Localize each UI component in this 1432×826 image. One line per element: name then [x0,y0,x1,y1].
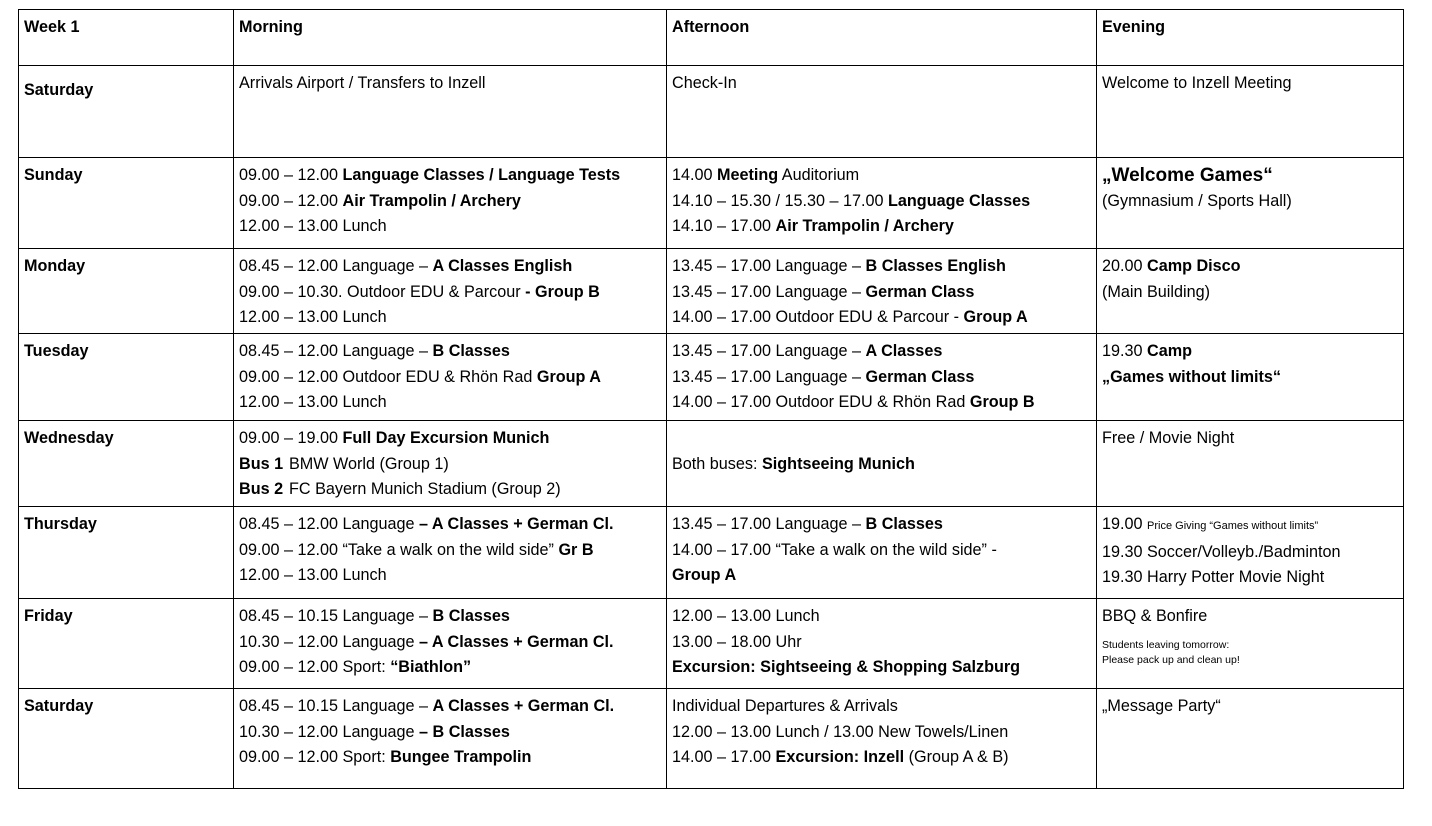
afternoon-cell: Both buses: Sightseeing Munich [667,421,1097,507]
day-cell: Thursday [19,507,234,599]
morning-cell: 08.45 – 12.00 Language – A Classes English 09.00 – 10.30. Outdoor EDU & Parcour - Group B 12.00 – 13.00 Lunch [234,249,667,334]
afternoon-cell: 13.45 – 17.00 Language – B Classes 14.00 – 17.00 “Take a walk on the wild side” - Group A [667,507,1097,599]
header-row [19,10,1404,66]
evening-cell: 20.00 Camp Disco (Main Building) [1097,249,1404,334]
table-row [19,334,1404,421]
morning-cell: 09.00 – 12.00 Language Classes / Language Tests 09.00 – 12.00 Air Trampolin / Archery 12.00 – 13.00 Lunch [234,158,667,249]
day-cell: Saturday [19,689,234,789]
day-cell: Saturday [19,66,234,158]
morning-cell: 09.00 – 19.00 Full Day Excursion Munich Bus 1 BMW World (Group 1) Bus 2 FC Bayern Munich Stadium (Group 2) [234,421,667,507]
table-row [19,507,1404,599]
afternoon-cell: Individual Departures & Arrivals 12.00 – 13.00 Lunch / 13.00 New Towels/Linen 14.00 – 17.00 Excursion: Inzell (Group A & B) [667,689,1097,789]
afternoon-cell: 14.00 Meeting Auditorium 14.10 – 15.30 / 15.30 – 17.00 Language Classes 14.10 – 17.00 Air Trampolin / Archery [667,158,1097,249]
table-row [19,66,1404,158]
table-row [19,249,1404,334]
evening-cell: „Message Party“ [1097,689,1404,789]
afternoon-cell: 12.00 – 13.00 Lunch 13.00 – 18.00 Uhr Excursion: Sightseeing & Shopping Salzburg [667,599,1097,689]
evening-cell: 19.00 Price Giving “Games without limits” 19.30 Soccer/Volleyb./Badminton 19.30 Harry Potter Movie Night [1097,507,1404,599]
evening-cell: Free / Movie Night [1097,421,1404,507]
evening-header: Evening [1097,10,1404,66]
day-cell: Wednesday [19,421,234,507]
day-cell: Sunday [19,158,234,249]
table-row [19,599,1404,689]
table-row [19,421,1404,507]
afternoon-cell: 13.45 – 17.00 Language – A Classes 13.45 – 17.00 Language – German Class 14.00 – 17.00 Outdoor EDU & Rhön Rad Group B [667,334,1097,421]
evening-cell: BBQ & Bonfire Students leaving tomorrow: Please pack up and clean up! [1097,599,1404,689]
morning-cell: Arrivals Airport / Transfers to Inzell [234,66,667,158]
day-cell: Tuesday [19,334,234,421]
afternoon-cell: Check-In [667,66,1097,158]
week-label: Week 1 [19,10,234,66]
day-cell: Friday [19,599,234,689]
morning-cell: 08.45 – 12.00 Language – B Classes 09.00 – 12.00 Outdoor EDU & Rhön Rad Group A 12.00 – 13.00 Lunch [234,334,667,421]
morning-cell: 08.45 – 12.00 Language – A Classes + German Cl. 09.00 – 12.00 “Take a walk on the wild side” Gr B 12.00 – 13.00 Lunch [234,507,667,599]
weekly-schedule-table [18,9,1404,789]
table-row [19,158,1404,249]
day-cell: Monday [19,249,234,334]
morning-header: Morning [234,10,667,66]
evening-cell: „Welcome Games“ (Gymnasium / Sports Hall) [1097,158,1404,249]
table-row [19,689,1404,789]
afternoon-header: Afternoon [667,10,1097,66]
morning-cell: 08.45 – 10.15 Language – A Classes + German Cl. 10.30 – 12.00 Language – B Classes 09.00 – 12.00 Sport: Bungee Trampolin [234,689,667,789]
evening-cell: Welcome to Inzell Meeting [1097,66,1404,158]
afternoon-cell: 13.45 – 17.00 Language – B Classes English 13.45 – 17.00 Language – German Class 14.00 – 17.00 Outdoor EDU & Parcour - Group A [667,249,1097,334]
evening-cell: 19.30 Camp „Games without limits“ [1097,334,1404,421]
morning-cell: 08.45 – 10.15 Language – B Classes 10.30 – 12.00 Language – A Classes + German Cl. 09.00 – 12.00 Sport: “Biathlon” [234,599,667,689]
